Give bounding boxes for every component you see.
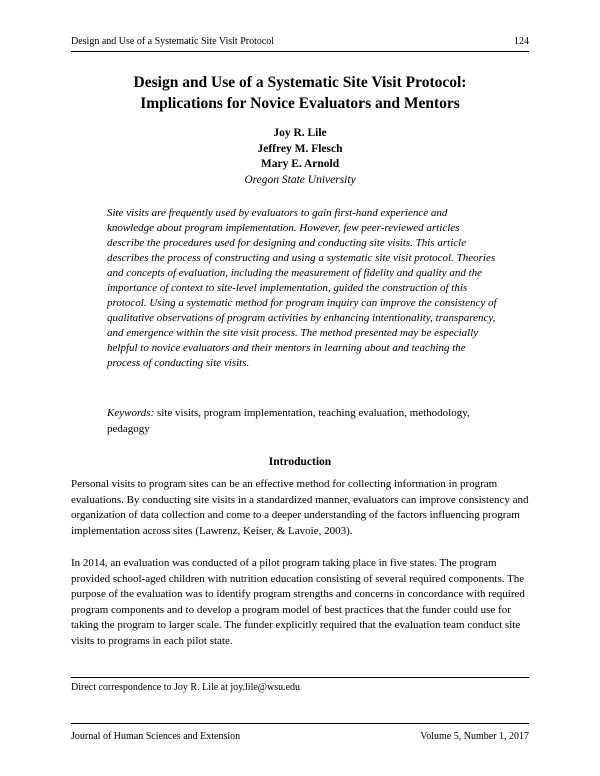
body-paragraph: Personal visits to program sites can be an effective method for collecting information in program evaluations. By conducting site visits in a standardized manner, evaluators can improve consistency and organization of data collection and come to a deeper understanding of the factors influencing program implementation across sites (Lawrenz, Keiser, & Lavoie, 2003). [71, 478, 529, 537]
correspondence-footnote: Direct correspondence to Joy R. Lile at joy.lile@wsu.edu [71, 682, 301, 693]
author-name: Jeffrey M. Flesch [257, 142, 343, 155]
keywords-label: Keywords: [107, 407, 155, 419]
running-header [71, 36, 529, 48]
abstract: Site visits are frequently used by evaluators to gain first-hand experience and knowledge about program implementation. However, few peer-reviewed articles describe the procedures used for designing and conducting site visits. This article describes the process of constructing and using a systematic site visit protocol. Theories and concepts of evaluation, including the measurement of fidelity and quality and the importance of context to site-level implementation, guided the construction of this protocol. Using a systematic method for program inquiry can improve the consistency of qualitative observations of program activities by enhancing intentionality, transparency, and emergence within the site visit process. The method presented may be especially helpful to novice evaluators and their mentors in learning about and teaching the process of conducting site visits. [107, 207, 497, 369]
footer-divider [71, 723, 529, 724]
page-number: 124 [514, 36, 529, 47]
running-title: Design and Use of a Systematic Site Visit Protocol [71, 36, 275, 47]
title-line-1: Design and Use of a Systematic Site Visit Protocol: [133, 74, 467, 91]
author-affiliation: Oregon State University [244, 173, 356, 186]
author-name: Mary E. Arnold [260, 158, 340, 170]
section-heading-introduction: Introduction [268, 456, 332, 468]
volume-info: Volume 5, Number 1, 2017 [420, 731, 529, 742]
title-line-2: Implications for Novice Evaluators and Mentors [140, 95, 460, 112]
author-name: Joy R. Lile [273, 127, 327, 139]
keywords-text: site visits, program implementation, teaching evaluation, methodology, pedagogy [107, 407, 470, 435]
keywords [107, 405, 497, 437]
header-divider [71, 51, 529, 52]
body-paragraph: In 2014, an evaluation was conducted of a pilot program taking place in five states. The program provided school-aged children with nutrition education consisting of several required components. The purpose of the evaluation was to identify program strengths and concerns in concordance with required program components and to develop a program model of best practices that the funder could use for taking the program to larger scale. The funder explicitly required that the evaluation team conduct site visits to programs in each pilot state. [71, 557, 525, 647]
journal-name: Journal of Human Sciences and Extension [71, 731, 241, 742]
author-block [71, 126, 529, 188]
article-title [71, 72, 529, 114]
footnote-divider [71, 677, 529, 678]
page-footer [71, 731, 529, 743]
